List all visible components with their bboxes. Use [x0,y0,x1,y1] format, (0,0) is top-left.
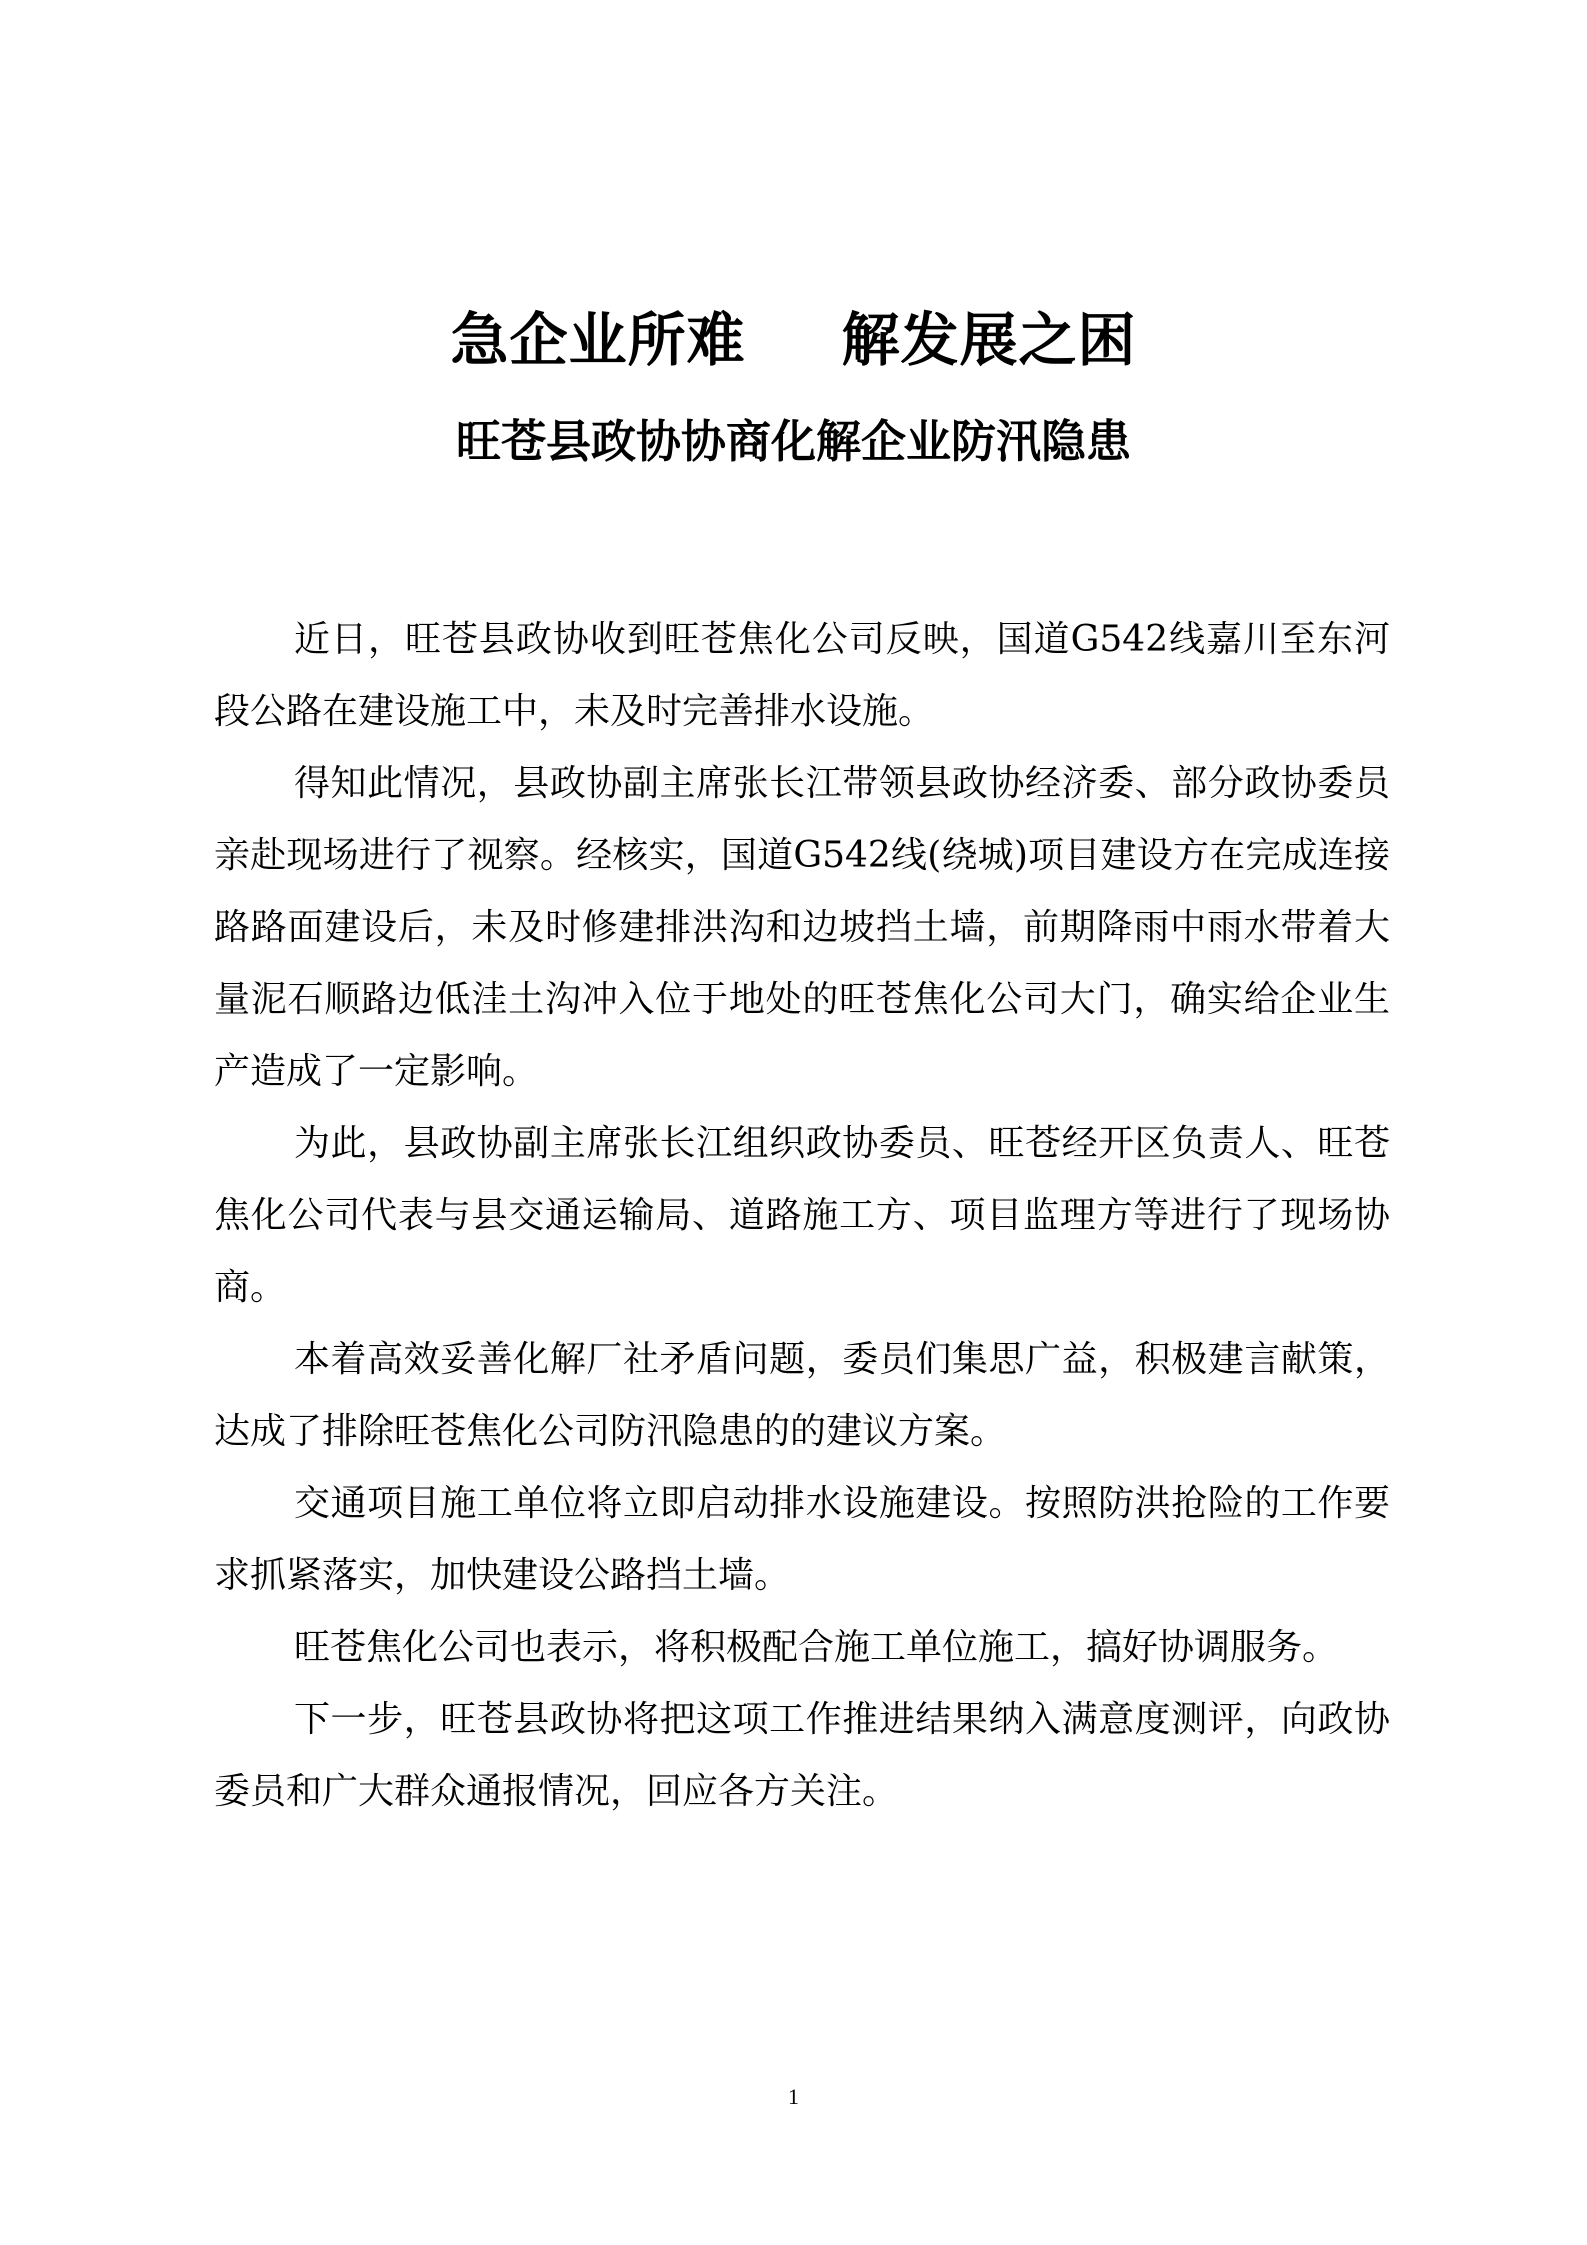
paragraph-7: 下一步，旺苍县政协将把这项工作推进结果纳入满意度测评，向政协委员和广大群众通报情况，回应各方关注。 [214,1699,1390,1812]
document-subtitle: 旺苍县政协协商化解企业防汛隐患 [455,415,1131,468]
paragraph-1: 近日，旺苍县政协收到旺苍焦化公司反映，国道G542线嘉川至东河段公路在建设施工中，未及时完善排水设施。 [214,619,1390,732]
page-number: 1 [788,2084,799,2109]
title-part-1: 急企业所难 [450,306,746,374]
document-title [0,302,1587,378]
paragraph-6: 旺苍焦化公司也表示，将积极配合施工单位施工，搞好协调服务。 [294,1627,1339,1668]
document-body [214,604,1390,1828]
paragraph-3: 为此，县政协副主席张长江组织政协委员、旺苍经开区负责人、旺苍焦化公司代表与县交通运输局、道路施工方、项目监理方等进行了现场协商。 [214,1123,1390,1308]
paragraph-2: 得知此情况，县政协副主席张长江带领县政协经济委、部分政协委员亲赴现场进行了视察。经核实，国道G542线(绕城)项目建设方在完成连接路路面建设后，未及时修建排洪沟和边坡挡土墙，前期降雨中雨水带着大量泥石顺路边低洼土沟冲入位于地处的旺苍焦化公司大门，确实给企业生产造成了一定影响。 [214,763,1390,1092]
paragraph-4: 本着高效妥善化解厂社矛盾问题，委员们集思广益，积极建言献策，达成了排除旺苍焦化公司防汛隐患的的建议方案。 [214,1339,1390,1452]
paragraph-5: 交通项目施工单位将立即启动排水设施建设。按照防洪抢险的工作要求抓紧落实，加快建设公路挡土墙。 [214,1483,1390,1596]
title-part-2: 解发展之困 [841,306,1137,374]
